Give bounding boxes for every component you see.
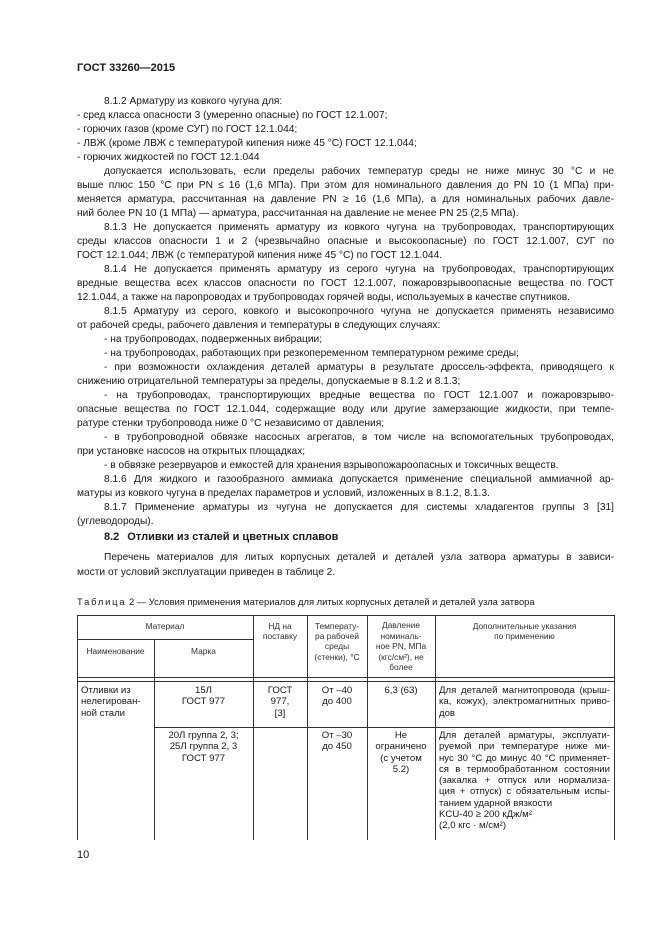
body-line: - в трубопроводной обвязке насосных агрегатов, в том числе на вспомогательных трубопроводах, <box>104 432 614 443</box>
body-line: ний более PN 10 (1 МПа) — арматура, рассчитанная на давление не менее PN 25 (2,5 МПа). <box>77 208 519 219</box>
header-temp-line: (стенки), °С <box>314 651 360 662</box>
header-notes-line: по применению <box>494 631 555 642</box>
body-line: 8.1.6 Для жидкого и газообразного аммиака допускается применение специальной аммиачной ар- <box>104 474 614 485</box>
body-line: - горючих жидкостей по ГОСТ 12.1.044 <box>77 152 260 163</box>
table-rule <box>253 615 254 840</box>
body-line: ГОСТ 12.1.044; ЛВЖ (с температурой кипения ниже 45 °С) по ГОСТ 12.1.044. <box>77 250 443 261</box>
cell-line: Для деталей арматуры, эксплуати- <box>439 730 610 741</box>
cell-line: ГОСТ <box>267 685 293 696</box>
header-name: Наименование <box>86 646 145 656</box>
body-line: опасные вещества по ГОСТ 12.1.044, содержащие воду или другие замерзающие жидкости, при темпе- <box>77 404 614 415</box>
body-line: ратуре стенки трубопровода ниже 0 °С независимо от давления; <box>77 418 385 429</box>
cell-line: нус 30 °С до минус 40 °С применяет- <box>439 752 610 764</box>
header-temp-line: Температу- <box>314 621 360 631</box>
header-temp <box>307 621 367 662</box>
cell-line: ся в термообработанном состоянии <box>439 763 610 775</box>
header-pressure-line: более <box>389 662 413 673</box>
cell-line: Для деталей магнитопровода (крыш- <box>439 685 610 696</box>
table-rule <box>77 639 253 640</box>
header-temp-line: среды <box>324 641 350 652</box>
body-line: от рабочей среды, рабочего давления и температуры в следующих случаях: <box>77 320 441 331</box>
cell-line: 25Л группа 2, 3 <box>169 741 238 753</box>
cell-line: ГОСТ 977 <box>181 696 226 708</box>
table-rule <box>614 615 615 840</box>
header-pressure <box>367 620 435 673</box>
body-line: (углеводороды). <box>77 516 154 527</box>
cell-line: ограничено <box>375 741 427 753</box>
cell-line: руемой при температуре ниже ми- <box>439 741 610 753</box>
body-line: - в обвязке резервуаров и емкостей для хранения взрывопожароопасных и токсичных веществ. <box>104 460 559 471</box>
body-line: снижению отрицательной температуры за пределы, допускаемые в 8.1.2 и 8.1.3; <box>77 376 461 387</box>
table-rule <box>435 615 436 840</box>
row2-grade <box>154 730 253 764</box>
body-line: 8.1.3 Не допускается применять арматуру из ковкого чугуна на трубопроводах, транспортирующих <box>104 222 614 233</box>
body-line: 8.1.2 Арматуру из ковкого чугуна для: <box>104 96 283 107</box>
cell-line: (закалка + отпуск или нормализа- <box>439 775 610 787</box>
header-notes-line: Дополнительные указания <box>472 621 577 631</box>
table-rule <box>77 615 614 616</box>
cell-line: дов <box>439 707 456 719</box>
cell-line: (2,0 кгс · м/см²) <box>439 820 507 832</box>
row1-temp <box>307 685 367 708</box>
body-line: - на трубопроводах, подверженных вибрации; <box>104 334 323 345</box>
cell-line: KCU-40 ≥ 200 кДж/м² <box>439 809 532 821</box>
body-line: 8.1.7 Применение арматуры из чугуна не допускается для системы хладагентов группы 3 [31] <box>104 502 614 513</box>
section-heading <box>104 531 338 543</box>
body-line: - сред класса опасности 3 (умеренно опасные) по ГОСТ 12.1.007; <box>77 110 388 121</box>
body-line: - на трубопроводах, транспортирующих вредные вещества по ГОСТ 12.1.007 и пожаровзрыво- <box>104 390 614 401</box>
header-notes <box>435 621 614 641</box>
header-nd-line: НД на <box>268 621 292 631</box>
row1-nd <box>253 685 307 719</box>
row1-pressure <box>367 685 435 696</box>
cell-line: (с учетом <box>380 752 422 764</box>
body-line: 8.1.5 Арматуру из серого, ковкого и высокопрочного чугуна не допускается применять независимо <box>104 306 614 317</box>
cell-line: нелегирован- <box>81 696 141 708</box>
section-paragraph-line: мости от условий эксплуатации приведен в таблице 2. <box>77 567 336 578</box>
cell-line: [3] <box>274 707 286 719</box>
body-line: - при возможности охлаждения деталей арматуры в результате дроссель-эффекта, приводящего к <box>104 362 614 373</box>
header-pressure-line: (кгс/см²), не <box>378 651 424 662</box>
cell-line: ка, кожух), электромагнитных приво- <box>439 696 610 708</box>
row2-notes <box>439 730 610 832</box>
header-nd <box>253 621 307 641</box>
page-number: 10 <box>77 849 90 861</box>
cell-line: 6,3 (63) <box>384 685 418 696</box>
body-line: 12.1.044, а также на паропроводах и трубопроводах горячей воды, используемых в качестве спутников. <box>77 292 571 303</box>
cell-line: 15Л <box>195 685 212 696</box>
body-line: меняется арматура, рассчитанная на давление PN ≥ 16 (1,6 МПа), а для номинальных рабочих давле- <box>77 194 614 205</box>
cell-line: до 450 <box>322 741 352 753</box>
table-rule <box>77 681 614 682</box>
cell-line: От –40 <box>321 685 353 696</box>
document-code: ГОСТ 33260—2015 <box>77 62 176 74</box>
section-number: 8.2 <box>104 531 120 543</box>
section-paragraph-line: Перечень материалов для литых корпусных деталей и деталей узла затвора арматуры в зависи- <box>104 552 614 563</box>
row1-name <box>81 685 153 719</box>
table-rule <box>77 677 614 678</box>
cell-line: Отливки из <box>81 685 131 696</box>
cell-line: ция + отпуск) с обязательным испы- <box>439 786 610 798</box>
header-pressure-line: номиналь- <box>380 630 422 641</box>
header-material: Материал <box>145 621 185 631</box>
table-caption <box>77 596 614 607</box>
header-grade: Марка <box>191 646 216 656</box>
body-line: - горючих газов (кроме СУГ) по ГОСТ 12.1.044; <box>77 124 298 135</box>
header-pressure-line: Давление <box>381 620 421 630</box>
cell-line: ГОСТ 977 <box>181 752 226 764</box>
table-caption-label: Таблица <box>77 596 127 607</box>
body-line: при установке насосов на открытых площадках; <box>77 446 306 457</box>
cell-line: до 400 <box>322 696 352 708</box>
body-line: вредные вещества всех классов опасности по ГОСТ 12.1.007, пожаровзрывоопасные вещества по ГОСТ <box>77 278 614 289</box>
cell-line: Не <box>394 730 408 741</box>
cell-line: 5.2) <box>392 763 410 775</box>
row2-pressure <box>367 730 435 775</box>
body-line: - ЛВЖ (кроме ЛВЖ с температурой кипения ниже 45 °С) ГОСТ 12.1.044; <box>77 138 417 149</box>
body-line: матуры из ковкого чугуна в пределах параметров и условий, изложенных в 8.1.2, 8.1.3. <box>77 488 490 499</box>
section-title: Отливки из сталей и цветных сплавов <box>127 531 339 543</box>
cell-line: 977, <box>270 696 290 708</box>
header-nd-line: поставку <box>262 631 298 642</box>
cell-line: От –30 <box>321 730 353 741</box>
body-line: 8.1.4 Не допускается применять арматуру из серого чугуна на трубопроводах, транспортирующих <box>104 264 614 275</box>
row1-notes <box>439 685 610 719</box>
body-line: допускается использовать, если пределы рабочих температур среды не ниже минус 30 °С и не <box>104 166 614 177</box>
body-line: - на трубопроводах, работающих при резкопеременном температурном режиме среды; <box>104 348 519 359</box>
row2-temp <box>307 730 367 753</box>
row1-grade <box>154 685 253 708</box>
cell-line: 20Л группа 2, 3; <box>168 730 239 741</box>
materials-table <box>77 615 614 840</box>
body-line: среды классов опасности 1 и 2 (чрезвычайно опасные и высокоопасные) по ГОСТ 12.1.007, СУГ по <box>77 236 614 247</box>
header-temp-line: ра рабочей <box>315 631 359 642</box>
table-rule <box>154 727 614 728</box>
cell-line: танием ударной вязкости <box>439 797 553 809</box>
body-line: выше плюс 150 °С при PN ≤ 16 (1,6 МПа). При этом для номинального давления до PN 10 (1 МПа) при- <box>77 180 614 191</box>
cell-line: ной стали <box>81 707 126 719</box>
header-pressure-line: ное PN, МПа <box>375 641 427 652</box>
table-caption-text: 2 — Условия применения материалов для литых корпусных деталей и деталей узла затвора <box>128 596 535 607</box>
